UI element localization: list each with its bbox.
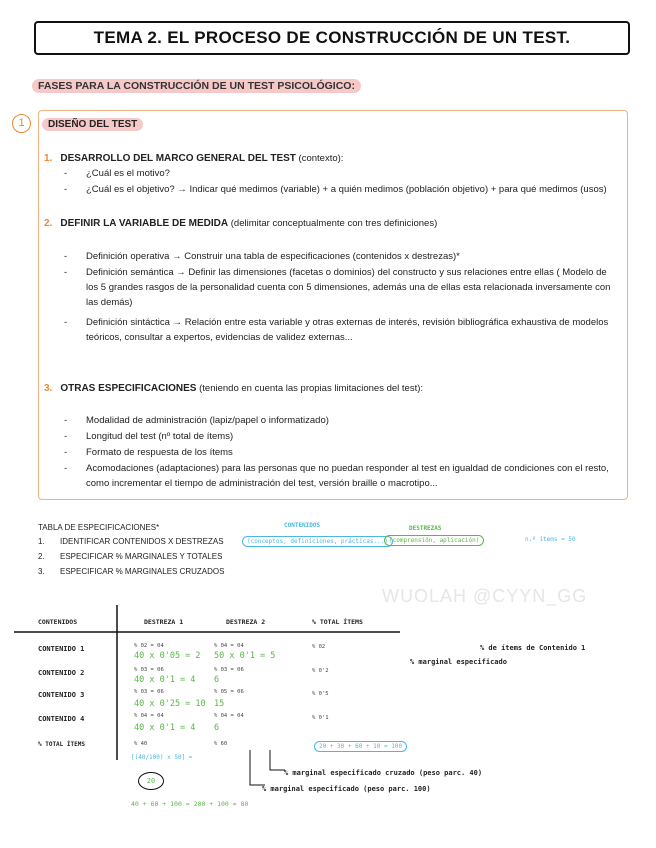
section2-number: 2. — [44, 218, 53, 229]
items-note: n.º ítems = 50 — [525, 536, 576, 543]
list-item: - Longitud del test (nº total de ítems) — [64, 431, 234, 442]
col-header-total: % TOTAL ÍTEMS — [312, 618, 363, 626]
col-header-destreza1: DESTREZA 1 — [144, 618, 184, 626]
row-label: CONTENIDO 4 — [38, 715, 85, 723]
section1-title: DESARROLLO DEL MARCO GENERAL DEL TEST — [60, 153, 296, 164]
list-item-text: Longitud del test (nº total de ítems) — [86, 431, 234, 442]
destrezas-label: DESTREZAS — [409, 525, 442, 532]
diseno-heading-text: DISEÑO DEL TEST — [42, 118, 143, 131]
section1-heading — [44, 151, 343, 166]
list-item-text: Definición operativa → Construir una tabla de especificaciones (contenidos x destrezas)* — [86, 251, 460, 262]
list-item-text: Definición sintáctica → Relación entre esta variable y otras externas de interés, revisión bibliográfica exhaustiva de modelos teóricos, consultar a expertos, evidencias de validez externas... — [86, 317, 609, 343]
list-item: - Modalidad de administración (lapiz/papel o informatizado) — [64, 415, 329, 426]
list-item-text: ¿Cuál es el motivo? — [86, 168, 170, 179]
section1-suffix: (contexto): — [295, 153, 344, 164]
cell-d2-small: % 04 = 04 — [214, 643, 244, 649]
cell-d2-small: % 04 = 04 — [214, 713, 244, 719]
section1-number: 1. — [44, 153, 53, 164]
cell-d2-big: 6 — [214, 675, 220, 685]
col-header-contenidos: CONTENIDOS — [38, 618, 78, 626]
list-item: - Formato de respuesta de los ítems — [64, 447, 233, 458]
section3-number: 3. — [44, 383, 53, 394]
cell-d2-small: % 05 = 06 — [214, 689, 244, 695]
section2-list — [64, 249, 620, 359]
list-item-text: Acomodaciones (adaptaciones) para las personas que no puedan responder al test en igualdad de condiciones con el resto, como incrementar el tiempo de administración del test, versión braille o macrotipo... — [86, 463, 609, 489]
section3-suffix: (teniendo en cuenta las propias limitaciones del test): — [196, 383, 424, 394]
step-item — [38, 564, 268, 579]
cell-d1-big: 40 x 0'1 = 4 — [134, 675, 196, 685]
list-item-text: Definición semántica → Definir las dimensiones (facetas o dominios) del constructo y sus relaciones entre ellas ( Modelo de los 5 grandes rasgos de la personalidad cuenta con 5 dimensiones, además una de ellas esta relacionada inversamente con las demás) — [86, 267, 611, 308]
cell-d1-big: 40 x 0'05 = 2 — [134, 651, 201, 661]
section2-heading — [44, 216, 437, 231]
cell-d1-big: 40 x 0'25 = 10 — [134, 699, 206, 709]
cell-d2-big: 15 — [214, 699, 225, 709]
cell-d1-small: % 04 = 04 — [134, 713, 164, 719]
section3-heading — [44, 381, 423, 396]
note-cruzado: % marginal especificado cruzado (peso parc. 40) — [284, 769, 483, 777]
note-total1: [(40/100) x 50] = — [131, 754, 193, 761]
fases-heading-text: FASES PARA LA CONSTRUCCIÓN DE UN TEST PSICOLÓGICO: — [32, 79, 361, 93]
note-total2-circle — [138, 772, 164, 790]
step-number: 3. — [38, 567, 45, 576]
contenidos-note: (conceptos, definiciones, prácticas...) — [242, 536, 393, 547]
section2-title: DEFINIR LA VARIABLE DE MEDIDA — [60, 218, 229, 229]
section-number-badge — [12, 114, 31, 133]
watermark: WUOLAH @CYYN_GG — [382, 586, 588, 606]
list-item-text: ¿Cuál es el objetivo? → Indicar qué medimos (variable) + a quién medimos (población objetivo) + para qué medimos (usos) — [86, 184, 607, 195]
section1-list — [64, 166, 624, 206]
cell-d2-big: 6 — [214, 723, 220, 733]
step-text: ESPECIFICAR % MARGINALES CRUZADOS — [60, 567, 225, 576]
step-number: 1. — [38, 537, 45, 546]
row-label: CONTENIDO 3 — [38, 691, 85, 699]
note-total2-text: 20 — [146, 777, 156, 785]
row-label: CONTENIDO 2 — [38, 669, 85, 677]
step-item — [38, 549, 268, 564]
tabla-steps — [38, 534, 268, 579]
note-sum: 20 + 30 + 60 + 10 = 100 — [314, 741, 407, 752]
note-marginal2: % marginal especificado (peso parc. 100) — [262, 785, 431, 793]
list-item: - ¿Cuál es el motivo? — [64, 168, 170, 179]
cell-d1-small: % 02 = 04 — [134, 643, 164, 649]
list-item-text: Formato de respuesta de los ítems — [86, 447, 233, 458]
grid-lines — [0, 600, 656, 848]
destrezas-note: (comprensión, aplicación) — [384, 535, 484, 546]
page-title — [34, 21, 630, 55]
step-number: 2. — [38, 552, 45, 561]
section3-list — [64, 413, 620, 498]
cell-total: % 02 — [312, 644, 326, 650]
section3-title: OTRAS ESPECIFICACIONES — [60, 383, 197, 394]
step-text: IDENTIFICAR CONTENIDOS X DESTREZAS — [60, 537, 224, 546]
cell-d2-small: % 03 = 06 — [214, 667, 244, 673]
diseno-heading — [42, 119, 143, 130]
step-item — [38, 534, 268, 549]
note-total3: 40 + 60 + 100 = 200 + 100 = 80 — [131, 800, 249, 808]
cell-total: % 0'1 — [312, 715, 329, 721]
total-row-d2: % 60 — [214, 741, 228, 747]
list-item: - Definición operativa → Construir una tabla de especificaciones (contenidos x destrezas)* — [64, 251, 460, 262]
section2-suffix: (delimitar conceptualmente con tres definiciones) — [228, 218, 438, 229]
step-text: ESPECIFICAR % MARGINALES Y TOTALES — [60, 552, 223, 561]
circle-number-text: 1 — [18, 117, 25, 129]
fases-heading — [32, 80, 361, 92]
page-title-text: TEMA 2. EL PROCESO DE CONSTRUCCIÓN DE UN TEST. — [93, 28, 571, 47]
list-item-text: Modalidad de administración (lapiz/papel o informatizado) — [86, 415, 329, 426]
list-item: - ¿Cuál es el objetivo? → Indicar qué medimos (variable) + a quién medimos (población objetivo) + para qué medimos (usos) — [64, 184, 607, 195]
total-row-d1: % 40 — [134, 741, 148, 747]
cell-d2-big: 50 x 0'1 = 5 — [214, 651, 276, 661]
list-item: - Definición sintáctica → Relación entre esta variable y otras externas de interés, revisión bibliográfica exhaustiva de modelos teóricos, consultar a expertos, evidencias de validez externas... — [64, 317, 609, 343]
total-row-label: % TOTAL ÍTEMS — [38, 741, 85, 748]
row-label: CONTENIDO 1 — [38, 645, 85, 653]
cell-d1-small: % 03 = 06 — [134, 689, 164, 695]
arrow-icon — [240, 740, 300, 790]
list-item: - Definición semántica → Definir las dimensiones (facetas o dominios) del constructo y sus relaciones entre ellas ( Modelo de los 5 grandes rasgos de la personalidad cuenta con 5 dimensiones, además una de ellas esta relacionada inversamente con las demás) — [64, 267, 611, 308]
tabla-heading: TABLA DE ESPECIFICACIONES* — [38, 523, 160, 532]
note-marginal: % marginal especificado — [410, 658, 507, 666]
note-sistema: % de ítems de Contenido 1 — [480, 644, 586, 652]
list-item: - Acomodaciones (adaptaciones) para las personas que no puedan responder al test en igualdad de condiciones con el resto, como incrementar el tiempo de administración del test, versión braille o macrotipo... — [64, 463, 609, 489]
contenidos-label: CONTENIDOS — [284, 522, 321, 529]
col-header-destreza2: DESTREZA 2 — [226, 618, 266, 626]
cell-d1-small: % 03 = 06 — [134, 667, 164, 673]
cell-d1-big: 40 x 0'1 = 4 — [134, 723, 196, 733]
cell-total: % 0'5 — [312, 691, 329, 697]
cell-total: % 0'2 — [312, 668, 329, 674]
